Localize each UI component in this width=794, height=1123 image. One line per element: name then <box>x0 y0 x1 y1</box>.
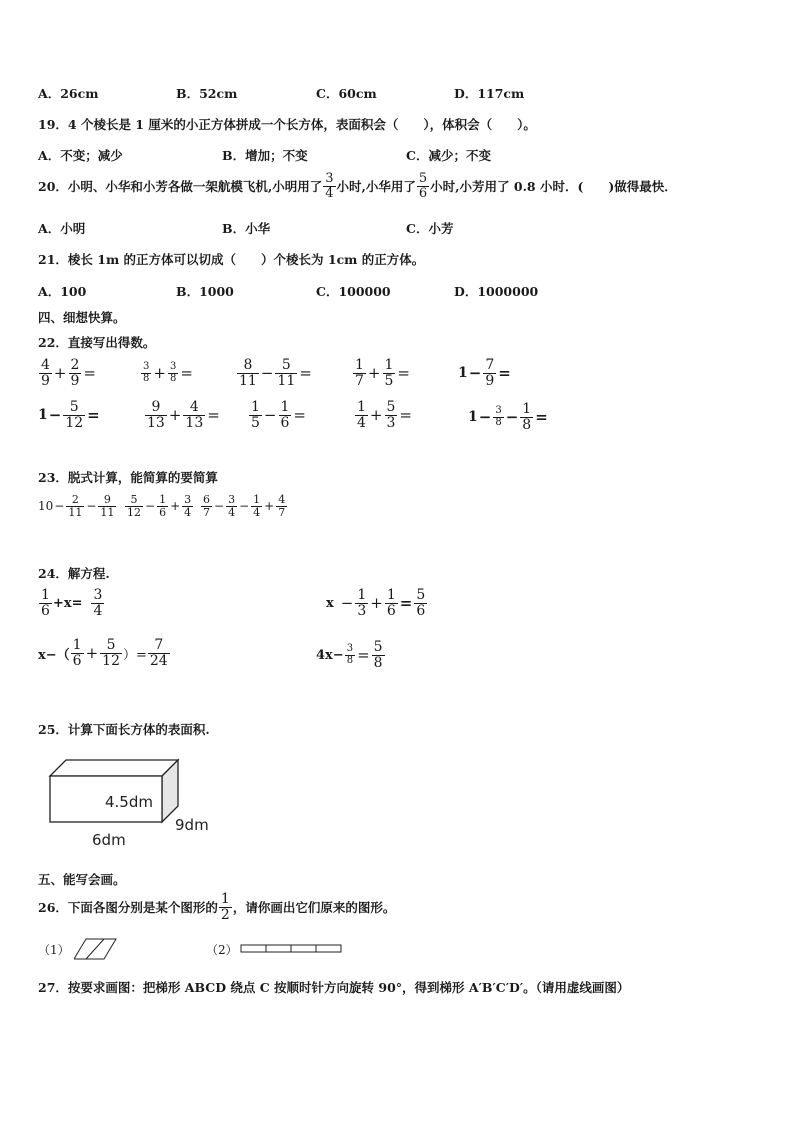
q24-equation-2: x − $\frac{1}{3}$ + $\frac{1}{6}$ = $\frac{5}{6}$ <box>326 587 426 619</box>
q23-expression-2: $\frac{5}{12}$ − $\frac{1}{6}$ + $\frac{3}{4}$ <box>127 493 192 519</box>
q22-r2-item-2: $\frac{9}{13}$ + $\frac{4}{13}$ = <box>147 399 220 431</box>
q22-r1-item-2: $\frac{3}{8}$ + $\frac{3}{8}$ = <box>143 361 193 384</box>
q22-r1-item-3: $\frac{8}{11}$ − $\frac{5}{11}$ = <box>239 357 312 389</box>
strip-rectangle-figure <box>240 943 344 955</box>
q26-text-2: ，请你画出它们原来的图形。 <box>232 900 396 916</box>
q20-fraction-2: $\frac{5}{6}$ <box>418 171 428 201</box>
q22-r1-item-4: $\frac{1}{7}$ + $\frac{1}{5}$ = <box>355 357 410 389</box>
parallelogram-figure <box>74 937 118 961</box>
q19-option-c: C．减少；不变 <box>406 148 491 163</box>
q23-title: 23．脱式计算，能简算的要简算 <box>38 470 218 485</box>
q18-option-a: A．26cm <box>38 86 99 101</box>
q27-question: 27．按要求画图：把梯形 ABCD 绕点 C 按顺时针方向旋转 90°，得到梯形 A′B′C′D′。（请用虚线画图） <box>38 980 630 995</box>
q22-r2-item-4: $\frac{1}{4}$ + $\frac{5}{3}$ = <box>357 399 412 431</box>
q21-question: 21．棱长 1m 的正方体可以切成（ ）个棱长为 1cm 的正方体。 <box>38 252 425 267</box>
q22-r2-item-1: 1 − $\frac{5}{12}$ = <box>38 399 100 431</box>
q20-text-2: 小时,小华用了 <box>336 179 416 195</box>
parallelogram-diagonal <box>86 939 104 959</box>
q20-fraction-1: $\frac{3}{4}$ <box>325 171 334 201</box>
q21-option-d: D．1000000 <box>454 284 539 299</box>
cuboid-length-label: 6dm <box>92 831 126 849</box>
q18-option-b: B．52cm <box>176 86 238 101</box>
section-5-heading: 五、能写会画。 <box>38 872 126 887</box>
q25-title: 25．计算下面长方体的表面积. <box>38 722 210 737</box>
cuboid-top-face <box>50 760 178 776</box>
q22-r1-item-5: 1 − $\frac{7}{9}$ = <box>458 357 511 389</box>
q20-option-a: A．小明 <box>38 221 86 236</box>
cuboid-height-label: 4.5dm <box>105 793 153 811</box>
q20-option-c: C．小芳 <box>406 221 454 236</box>
q22-r2-item-3: $\frac{1}{5}$ − $\frac{1}{6}$ = <box>251 399 306 431</box>
q24-equation-1: $\frac{1}{6}$ +x= $\frac{3}{4}$ <box>41 587 103 619</box>
q24-equation-4: 4x− $\frac{3}{8}$ = $\frac{5}{8}$ <box>316 639 383 671</box>
q18-option-d: D．117cm <box>454 86 525 101</box>
q19-option-b: B．增加；不变 <box>222 148 308 163</box>
q26-label-1: （1） <box>38 943 70 957</box>
q20-question <box>38 172 677 200</box>
q22-r1-item-1: $\frac{4}{9}$ + $\frac{2}{9}$ = <box>41 357 96 389</box>
section-4-heading: 四、细想快算。 <box>38 310 126 325</box>
q26-question <box>38 892 395 922</box>
q24-title: 24．解方程. <box>38 566 110 581</box>
q20-text-3: 小时,小芳用了 0.8 小时．( )做得最快． <box>430 179 677 195</box>
q22-title: 22．直接写出得数。 <box>38 335 156 350</box>
q21-option-b: B．1000 <box>176 284 234 299</box>
q20-option-b: B．小华 <box>222 221 271 236</box>
cuboid-figure <box>40 752 190 832</box>
q21-option-c: C．100000 <box>316 284 391 299</box>
q18-option-c: C．60cm <box>316 86 377 101</box>
q19-question: 19．4 个棱长是 1 厘米的小正方体拼成一个长方体，表面积会（ ），体积会（ ）。 <box>38 117 536 132</box>
q23-expression-1: 10 − $\frac{2}{11}$ − $\frac{9}{11}$ <box>38 493 115 519</box>
q24-equation-3: x−（ $\frac{1}{6}$ + $\frac{5}{12}$ ）= $\frac{7}{24}$ <box>38 637 168 669</box>
q23-expression-3: $\frac{6}{7}$ − $\frac{3}{4}$ − $\frac{1}{4}$ + $\frac{4}{7}$ <box>203 493 286 519</box>
q19-option-a: A．不变；减少 <box>38 148 123 163</box>
cuboid-width-label: 9dm <box>175 816 209 834</box>
q22-r2-item-5: 1 − $\frac{3}{8}$ − $\frac{1}{8}$ = <box>468 401 548 433</box>
q26-text-1: 26．下面各图分别是某个图形的 <box>38 900 218 916</box>
q21-option-a: A．100 <box>38 284 87 299</box>
q26-label-2: （2） <box>206 943 238 957</box>
q20-text-1: 20．小明、小华和小芳各做一架航模飞机,小明用了 <box>38 179 323 195</box>
q26-fraction: $\frac{1}{2}$ <box>220 891 230 923</box>
